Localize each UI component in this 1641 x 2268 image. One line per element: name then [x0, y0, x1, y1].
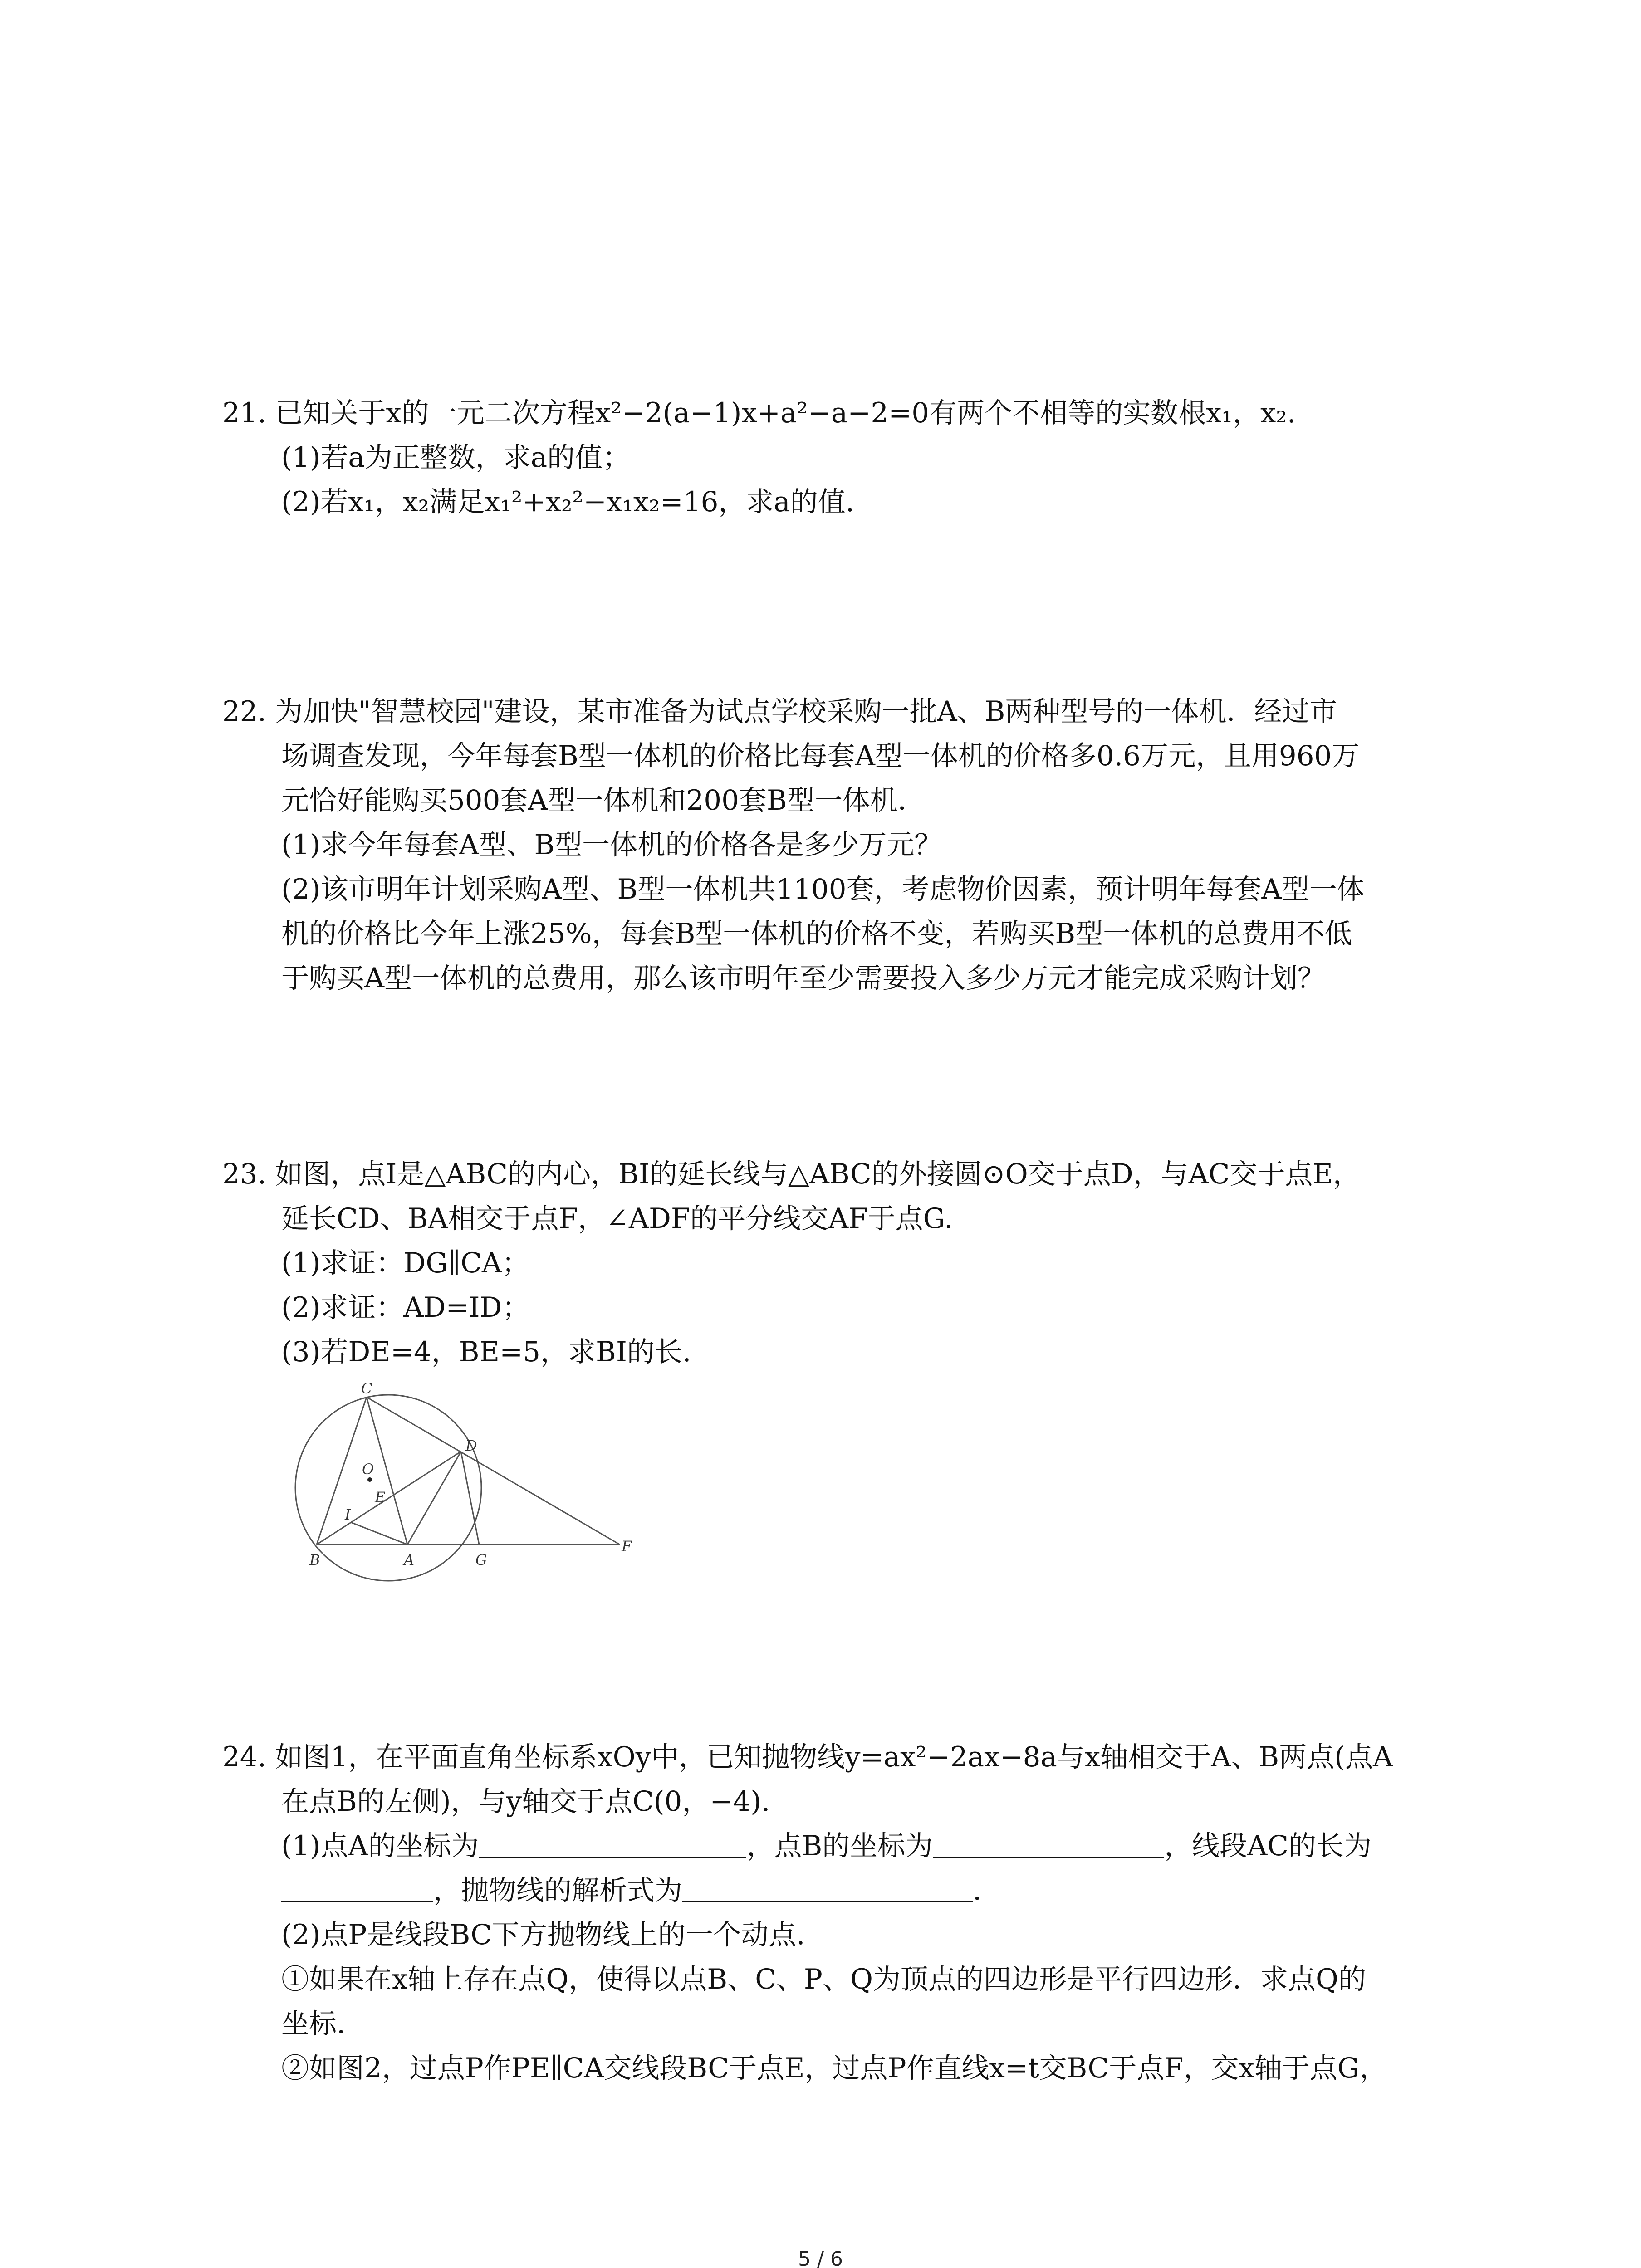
q23-part3: (3)若DE=4，BE=5，求BI的长. — [281, 1336, 691, 1368]
q24-part2-sub2-line-1: ②如图2，过点P作PE∥CA交线段BC于点E，过点P作直线x=t交BC于点F，交x轴于点G， — [281, 2052, 1387, 2084]
q21-part1: (1)若a为正整数，求a的值； — [281, 441, 631, 474]
q21-part2: (2)若x₁，x₂满足x₁²+x₂²−x₁x₂=16，求a的值. — [281, 486, 855, 518]
answer-blank-parabola-expression[interactable] — [682, 1873, 973, 1902]
q24-part1-text-d: ，抛物线的解析式为 — [433, 1874, 683, 1906]
label-I: I — [345, 1506, 351, 1523]
q22-part2-line-3: 于购买A型一体机的总费用，那么该市明年至少需要投入多少万元才能完成采购计划？ — [281, 962, 1326, 994]
answer-blank-point-B[interactable] — [933, 1828, 1164, 1858]
circumcircle-O — [295, 1395, 481, 1581]
label-A: A — [404, 1551, 415, 1569]
q24-part1-text-c: ，线段AC的长为 — [1164, 1830, 1372, 1862]
q23-line-1: 23. 如图，点I是△ABC的内心，BI的延长线与△ABC的外接圆⊙O交于点D，与AC交于点E， — [222, 1158, 1361, 1190]
q24-part1-text-a: (1)点A的坐标为 — [281, 1830, 479, 1862]
q24-part1-text-b: ，点B的坐标为 — [746, 1830, 933, 1862]
q24-line-2: 在点B的左侧)，与y轴交于点C(0，−4). — [281, 1785, 770, 1818]
q23-part2: (2)求证：AD=ID； — [281, 1291, 530, 1324]
answer-blank-point-A[interactable] — [479, 1828, 746, 1858]
q24-part1-text-e: . — [973, 1874, 982, 1906]
q23-geometry-figure — [271, 1383, 634, 1601]
q22-line-3: 元恰好能购买500套A型一体机和200套B型一体机． — [281, 784, 926, 816]
segment-BD — [317, 1452, 461, 1545]
q23-line-2: 延长CD、BA相交于点F，∠ADF的平分线交AF于点G. — [281, 1202, 953, 1235]
question-22 — [222, 689, 1456, 1001]
label-B: B — [309, 1551, 320, 1569]
label-C: C — [361, 1383, 372, 1397]
segment-DA — [407, 1452, 461, 1545]
segment-CB — [317, 1397, 367, 1545]
line-CF — [367, 1397, 620, 1545]
question-23 — [222, 1152, 1456, 1374]
q22-part2-line-2: 机的价格比今年上涨25%，每套B型一体机的价格不变，若购买B型一体机的总费用不低 — [281, 918, 1352, 950]
label-D: D — [465, 1437, 477, 1454]
q21-stem: 21. 已知关于x的一元二次方程x²−2(a−1)x+a²−a−2=0有两个不相等的实数根x₁，x₂. — [222, 397, 1296, 429]
label-G: G — [475, 1551, 487, 1569]
q24-line-1: 24. 如图1，在平面直角坐标系xOy中，已知抛物线y=ax²−2ax−8a与x轴相交于A、B两点(点A — [222, 1741, 1393, 1773]
label-E: E — [375, 1489, 386, 1506]
answer-blank-AC-length[interactable] — [281, 1873, 433, 1902]
q24-part1-line-2 — [222, 1868, 1456, 1913]
page-number: 5 / 6 — [798, 2248, 843, 2268]
q24-part2-sub1-line-1: ①如果在x轴上存在点Q，使得以点B、C、P、Q为顶点的四边形是平行四边形．求点Q的 — [281, 1963, 1366, 1995]
circle-triangle-diagram — [271, 1383, 634, 1601]
q22-part1: (1)求今年每套A型、B型一体机的价格各是多少万元？ — [281, 829, 942, 861]
q22-line-2: 场调查发现，今年每套B型一体机的价格比每套A型一体机的价格多0.6万元，且用960万 — [281, 740, 1360, 772]
question-21 — [222, 391, 1456, 524]
label-F: F — [622, 1538, 632, 1555]
q24-part2: (2)点P是线段BC下方抛物线上的一个动点. — [281, 1919, 805, 1951]
center-point-O — [367, 1477, 372, 1482]
question-24 — [222, 1735, 1456, 2091]
q22-line-1: 22. 为加快"智慧校园"建设，某市准备为试点学校采购一批A、B两种型号的一体机．经过市 — [222, 695, 1337, 728]
q24-part1-line-1 — [222, 1824, 1456, 1868]
segment-DG — [461, 1452, 479, 1545]
label-O: O — [362, 1461, 374, 1478]
q23-part1: (1)求证：DG∥CA； — [281, 1247, 529, 1279]
q24-part2-sub1-line-2: 坐标. — [281, 2008, 346, 2040]
segment-IA — [351, 1522, 407, 1545]
q22-part2-line-1: (2)该市明年计划采购A型、B型一体机共1100套，考虑物价因素，预计明年每套A型一体 — [281, 873, 1365, 905]
